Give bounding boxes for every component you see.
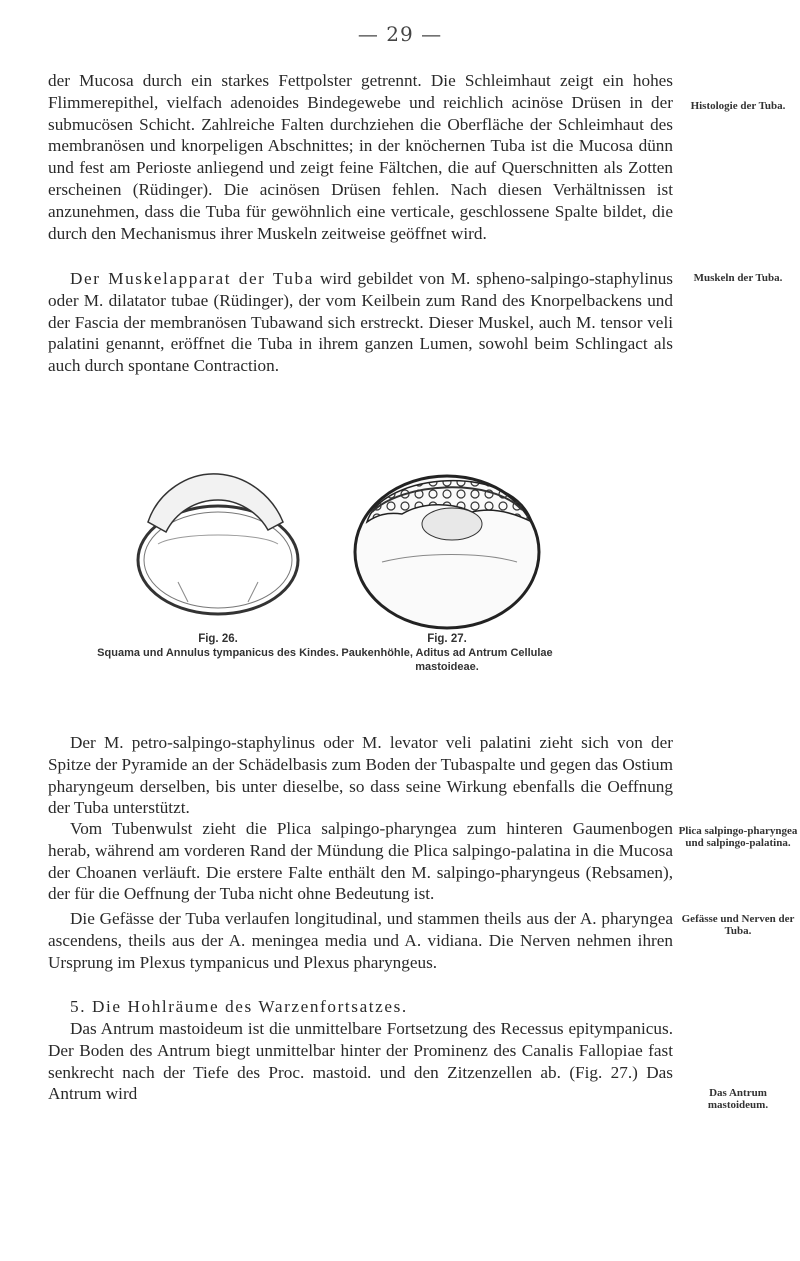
paragraph-text: Der M. petro-salpingo-staphylinus oder M. levator veli palatini zieht sich von der Spitze der Pyramide an der Schädelbasis zum Boden der Tubaspalte und gegen das Ostium pharyngeum derselben, bis unter dieselbe, so dass seine Wirkung ebenfalls die Oeffnung der Tuba unterstützt. [48,733,673,818]
margin-note-plica: Plica salpingo-pharyngea und salpingo-palatina. [678,825,798,849]
figure-caption: Squama und Annulus tympanicus des Kindes. [97,647,339,659]
squama-annulus-illustration [118,452,318,632]
section-title: 5. Die Hohlräume des Warzenfortsatzes. [70,997,408,1016]
margin-note-antrum: Das Antrum mastoideum. [707,1087,769,1111]
paragraph-text: der Mucosa durch ein starkes Fettpolster getrennt. Die Schleimhaut zeigt ein hohes Flimmerepithel, vielfach adenoides Bindegewebe und reichlich acinöse Drüsen in der submucösen Schicht. Zahlreiche Falten durchziehen die Oberfläche der Schleimhaut des membranösen und knorpeligen Abschnittes; in der knöchernen Tuba ist die Mucosa dünn und fest am Perioste anliegend und zeigt feine Fältchen, die auf Querschnitten als Zotten erscheinen (Rüdinger). Die acinösen Drüsen fehlen. Nach diesen Verhältnissen ist anzunehmen, dass die Tuba für gewöhnlich eine verticale, geschlossene Spalte bildet, die durch den Mechanismus ihrer Muskeln zeitweise geöffnet wird. [48,71,673,243]
paragraph-text: Vom Tubenwulst zieht die Plica salpingo-pharyngea zum hinteren Gaumenbogen herab, während am vorderen Rand der Mündung die Plica salpingo-palatina in die Mucosa der Choanen verläuft. Die erstere Falte enthält den M. salpingo-pharyngeus (Rebsamen), der für die Oeffnung der Tuba nicht ohne Bedeutung ist. [48,819,673,904]
section-heading [48,996,673,1018]
margin-note-vessels: Gefässe und Nerven der Tuba. [681,913,795,937]
page-number: — 29 — [357,22,443,46]
section-lead: Der Muskelapparat der Tuba [70,269,314,288]
antrum-mastoideum-illustration [342,452,552,632]
figure-26 [97,452,339,692]
paragraph-muscles [48,268,673,377]
figure-caption: Paukenhöhle, Aditus ad Antrum Cellulae mastoideae. [341,647,553,673]
paragraph-text: wird gebildet von M. spheno-salpingo-staphylinus oder M. dilatator tubae (Rüdinger), der vom Keilbein zum Rand des Knorpelbackens und der Fascia der membranösen Tubawand sich erstreckt. Dieser Muskel, auch M. tensor veli palatini genannt, eröffnet die Tuba in ihrem ganzen Lumen, sowohl beim Schlingact als auch durch spontane Contraction. [48,269,673,376]
paragraph-histology [48,70,673,244]
figure-number: Fig. 26. [198,633,238,645]
paragraph-antrum [48,1018,673,1105]
paragraph-vessels [48,908,673,973]
paragraph-levator [48,732,673,819]
paragraph-text: Die Gefässe der Tuba verlaufen longitudinal, und stammen theils aus der A. pharyngea ascendens, theils aus der A. meningea media und A. vidiana. Die Nerven nehmen ihren Ursprung im Plexus tympanicus und Plexus pharyngeus. [48,909,673,972]
paragraph-plica [48,818,673,905]
margin-note-muscles: Muskeln der Tuba. [693,272,783,284]
figure-number: Fig. 27. [427,633,467,645]
figure-27 [342,452,552,692]
paragraph-text: Das Antrum mastoideum ist die unmittelbare Fortsetzung des Recessus epitympanicus. Der Boden des Antrum biegt unmittelbar hinter der Prominenz des Canalis Fallopiae fast senkrecht nach der Tiefe des Proc. mastoid. und den Zitzenzellen ab. (Fig. 27.) Das Antrum wird [48,1019,673,1104]
margin-note-histology: Histologie der Tuba. [690,100,786,112]
